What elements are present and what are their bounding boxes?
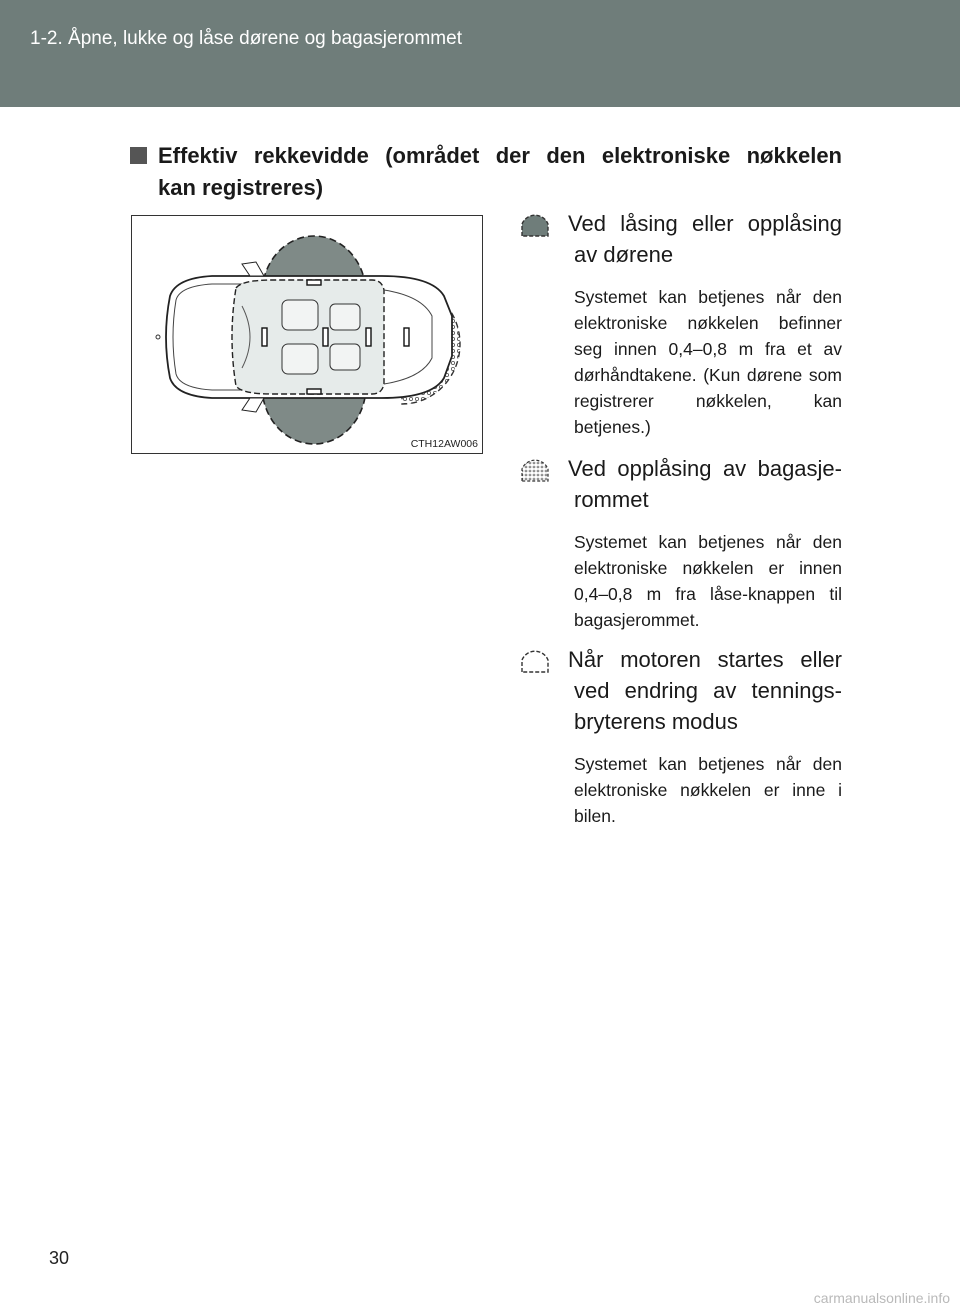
detection-range-figure [131, 215, 483, 454]
antenna-rear-cabin [366, 328, 371, 346]
item-title-line-3: bryterens modus [574, 709, 738, 734]
cabin-interior [232, 280, 384, 394]
page-number: 30 [49, 1248, 70, 1268]
page-header [0, 0, 960, 107]
item-title-line-2: rommet [574, 487, 649, 512]
item-title-line-2: ved endring av tennings- [574, 678, 842, 703]
antenna-middle [323, 328, 328, 346]
antenna-trunk [404, 328, 409, 346]
item-title-line-1: Ved låsing eller opplåsing [568, 211, 842, 236]
heading-line-2: kan registreres) [158, 175, 324, 200]
chapter-title: 1-2. Åpne, lukke og låse dørene og bagasjerommet [30, 28, 462, 49]
item-body: Systemet kan betjenes når den elektroniske nøkkelen befinner seg innen 0,4–0,8 m fra et av dørhåndtakene. (Kun dørene som registrerer nøkkelen, kan betjenes.) [574, 287, 842, 437]
item-engine-start [520, 644, 842, 829]
item-title-line-2: av dørene [574, 242, 674, 267]
antenna-door-upper [307, 280, 321, 285]
item-doors [520, 208, 842, 440]
item-title-line-1: Når motoren startes eller [568, 647, 842, 672]
item-trunk [520, 453, 842, 633]
heading-line-1: Effektiv rekkevidde (området der den elektroniske nøkkelen [158, 143, 842, 168]
item-body: Systemet kan betjenes når den elektroniske nøkkelen er innen 0,4–0,8 m fra låse-knappen til bagasjerommet. [574, 532, 842, 630]
dark-zone-icon [520, 208, 550, 238]
watermark[interactable]: carmanualsonline.info [813, 1290, 950, 1306]
antenna-door-lower [307, 389, 321, 394]
item-body: Systemet kan betjenes når den elektroniske nøkkelen er inne i bilen. [574, 754, 842, 826]
item-title-line-1: Ved opplåsing av bagasje- [568, 456, 842, 481]
section-heading [130, 140, 842, 204]
dotted-zone-icon [520, 453, 550, 483]
square-bullet-icon [130, 147, 147, 164]
car-top-view-diagram [132, 216, 483, 454]
figure-code: CTH12AW006 [410, 438, 478, 450]
antenna-front [262, 328, 267, 346]
white-zone-icon [520, 644, 550, 674]
